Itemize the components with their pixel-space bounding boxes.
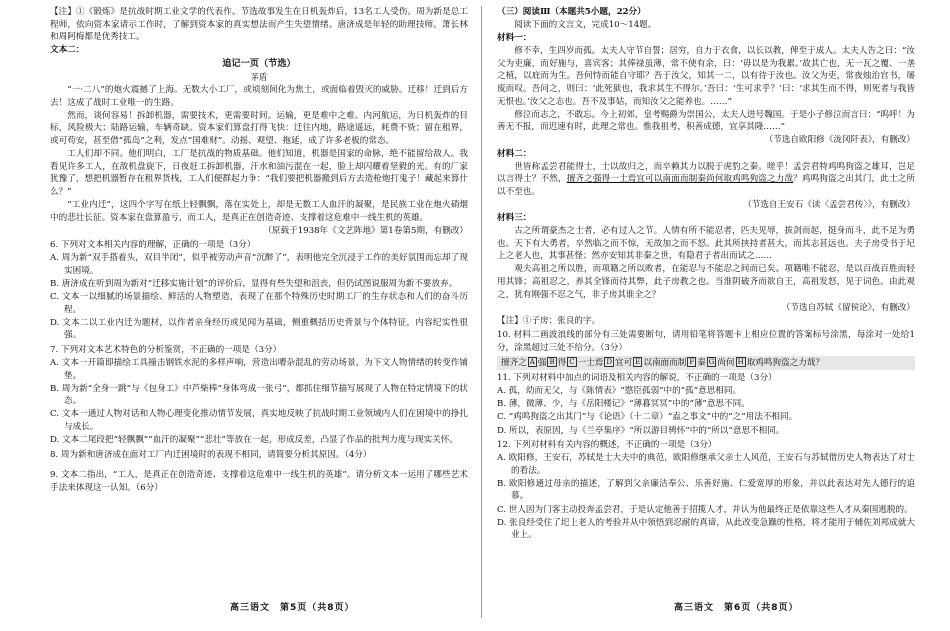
segment-text: 强 (537, 357, 547, 368)
column-divider (481, 6, 482, 618)
sentence-segmentation-line (497, 356, 915, 371)
segment-marker-e[interactable]: E (635, 357, 641, 366)
question-11-option-c: C. “鸡鸣狗盗之出其门”与《论语》（十二章）“盍之事文”中的“之”用法不相同。 (497, 412, 798, 423)
section-title: （三）阅读Ⅲ（本题共5小题，22分） (497, 7, 646, 17)
page-footer-left: 高三语文 第5页（共8页） (230, 603, 355, 613)
annotation-note: 【注】①子房：张良的字。 (497, 315, 601, 326)
question-8-stem: 8. 周为新和唐济成在面对工厂内迁困境时的表现不相同，请简要分析其原因。（4分） (50, 449, 372, 460)
question-7-option-b: B. 周为新“全身一跳”与《包身工》中芦柴棒“身体弯成一张弓”，都抓住细节描写展现了人物在特定情境下的状态。 (50, 383, 468, 407)
material-one-paragraph: 修不幸，生四岁而孤。太夫人守节自誓；居穷，自力于衣食，以长以教，俾至于成人。太夫人告之曰：“汝父为吏廉，而好施与，喜宾客；其俸禄虽薄，常不使有余，曰：‘毋以是为我累。’故其亡也，无一瓦之覆、一垄之植，以庇而为生。吾何恃而能自守耶？吾于汝父，知其一二，以有待于汝也。汝父为吏，常夜烛治官书，屡废而叹。吾问之，则曰：‘此死狱也，我求其生不得尔。’吾曰：‘生可求乎？’曰：‘求其生而不得，则死者与我皆无恨也。’汝父之志也。吾不及事姑，而知汝父之能养也。……” (497, 46, 915, 107)
essay-paragraph: “工业内迁”，这四个字写在纸上轻飘飘，落在实处上，却是无数工人血汗的凝聚，是民族工业在炮火硝烟中的悲壮长征。资本家在盘算盈亏，而工人，是真正在创造奇迹、支撑着这危难中一线生机的英雄。 (50, 199, 468, 223)
question-12-option-d: D. 张良经受住了圯上老人的考验并从中领悟到忍耐的真谛，从此改变急躁的性格，将才能用于辅佐刘邦成就大业上。 (497, 517, 915, 541)
material-three-paragraph: 观夫高祖之所以胜，而项籍之所以败者，在能忍与不能忍之间而已矣。项籍唯不能忍，是以百战百胜而轻用其锋；高祖忍之，养其全锋而待其弊，此子房教之也。当淮阴破齐而欲自王，高祖发怒，见于词色。由此观之，犹有刚强不忍之气，非子房其谁全之？ (497, 264, 915, 300)
segment-marker-h[interactable]: H (737, 357, 744, 366)
material-three-paragraph: 古之所谓豪杰之士者，必有过人之节。人情有所不能忍者，匹夫见辱，拔剑而起，挺身而斗，此不足为勇也。天下有大勇者，卒然临之而不惊，无故加之而不怒。此其所挟持者甚大，而其志甚远也。夫子房受书于圮上之老人也，其事甚怪；然亦安知其非秦之世，有隐君子者出而试之…… (497, 226, 915, 262)
segment-text: 宜可 (615, 357, 633, 368)
question-11-option-a: A. 孤，幼而无父，与《陈情表》“愍臣孤弱”中的“孤”意思相同。 (497, 386, 742, 397)
question-6-option-d: D. 文本二以工业内迁为题材，以作者亲身经历或见闻为基础，侧重概括历史背景与个体特征，内容纪实性很强。 (50, 317, 468, 341)
right-column (497, 6, 915, 542)
material-three-label: 材料三： (497, 213, 532, 223)
segment-marker-g[interactable]: G (708, 357, 715, 366)
segment-marker-d[interactable]: D (606, 357, 613, 366)
material-two-paragraph (497, 161, 915, 199)
material-two-label: 材料二： (497, 148, 532, 159)
essay-title: 追记一页（节选） (222, 57, 296, 69)
question-12-option-c: C. 世人因为门客主动投奔孟尝君，于是认定他善于招揽人才，并认为他最终正是依靠这些人才从秦国逃脱的。 (497, 504, 913, 515)
segment-marker-c[interactable]: C (569, 357, 575, 366)
material-one-paragraph: 修泣而志之，不敢忘。今上初郊，皇考赐爵为崇国公，太夫人进号魏国。于是小子修泣而言曰：“呜呼！为善无不报，而迟速有时，此理之常也。惟我祖考，积善成德，宜享其隆……” (497, 109, 915, 133)
question-11-stem: 11. 下列对材料中加点的词语及相关内容的解说，不正确的一项是（3分） (497, 373, 777, 384)
essay-author: 茅盾 (250, 71, 268, 82)
question-7-option-a: A. 文本一开篇即描绘工具撞击钢铁水泥的多样声响，营造出嘈杂混乱的劳动场景，为下文人物情绪的转变作铺垫。 (50, 358, 468, 381)
segment-marker-a[interactable]: A (529, 357, 535, 366)
material-three-source: （节选自苏轼《留侯论》，有删改） (781, 302, 915, 313)
segment-text: 得 (557, 357, 567, 368)
essay-paragraph: 然而，谈何容易！拆卸机器，需要技术，更需要时间。运输，更是难中之难。内河航运，为日机轰炸的目标，风险极大；陆路运输，车辆奇缺。资本家们算盘打得飞快：迁往内地，路途遥远，耗费不赀；留在租界，或可苟安，甚至借“孤岛”之利，发点“国难财”。动摇、观望、拖延，成了许多老板的常态。 (50, 110, 468, 146)
question-7-option-c: C. 文本一通过人物对话和人物心理变化推动情节发展，真实地反映了抗战时期工业领域内人们在困境中的挣扎与成长。 (50, 409, 469, 432)
page-footer-right: 高三语文 第6页（共8页） (674, 603, 799, 613)
segment-marker-b[interactable]: B (549, 357, 555, 366)
material-two-source: （节选自王安石《读〈孟尝君传〉》，有删改） (743, 199, 915, 210)
question-6-option-b: B. 唐济成在听到周为新对“迁移实施计划”的评价后，显得有些失望和沮丧，但仍试图说服周为新不要放弃。 (50, 278, 458, 289)
question-11-option-b: B. 薄，微薄、少，与《岳阳楼记》“薄暮冥冥”中的“薄”意思不同。 (497, 399, 750, 410)
question-12-stem: 12. 下列对材料有关内容的概述，不正确的一项是（3分） (497, 440, 717, 451)
segment-text: 以南面而制 (643, 357, 687, 368)
question-7-option-d: D. 文本二尾段把“轻飘飘”“血汗的凝聚”“悲壮”等放在一起，形成反差，凸显了作品的批判力度与现实关怀。 (50, 435, 458, 446)
material-two-text: 世皆称孟尝君能得士，士以故归之，而卒赖其力以脱于虎豹之秦。嗟乎！孟尝君特鸡鸣狗盗之雄耳，岂足以言得士？不然， (497, 161, 915, 185)
material-two-text-end: ？鸡鸣狗盗之出其门，此士之所以不至也。 (497, 174, 915, 197)
question-12-option-b: B. 欧阳修通过母亲的描述，了解到父亲廉洁奉公、乐善好施、仁爱宽厚的形象，并以此表达对先人德行的追慕。 (497, 478, 915, 502)
material-one-label: 材料一： (497, 33, 532, 44)
essay-paragraph: 工人们却不同。他们明白，工厂是抗战的物质基础。他们知道，机器是国家的命脉，绝不能留给敌人。我看见许多工人，在敌机盘旋下，日夜赶工拆卸机器，汗水和油污混在一起，脸上却闪耀着坚毅的光。有的厂家犹豫了，想把机器暂存在租界货栈，工人们便群起力争：“我们要把机器搬到后方去造枪炮打鬼子！藏起来算什么？” (50, 149, 468, 197)
question-11-option-d: D. 所以，表原因，与《兰亭集序》“所以游目骋怀”中的“所以”意思不相同。 (497, 425, 785, 436)
segment-marker-f[interactable]: F (689, 357, 695, 366)
segment-text: 擅齐之 (501, 357, 527, 368)
left-column (50, 6, 468, 495)
section-intro: 阅读下面的文言文，完成10～14题。 (514, 20, 657, 31)
essay-source: （原载于1938年《文艺阵地》第1卷第5期，有删改） (263, 225, 468, 236)
text-two-label: 文本二： (50, 45, 85, 56)
question-7-stem: 7. 下列对文本艺术特色的分析鉴赏，不正确的一项是（3分） (50, 344, 282, 355)
segment-text: 尚何 (717, 357, 735, 368)
question-6-option-a: A. 周为新“双手搭着头，双目半闭”，似乎被劳动声音“沉醉了”，表明他完全沉浸于工作的美好氛围而忘却了现实困境。 (50, 253, 468, 276)
note-text-one: 【注】①《锻炼》是抗战时期工业文学的代表作。节选故事发生在日机轰炸后，13名工人受伤。周为新是总工程师，依向资本家请示工作时，了解到资本家的真实想法而产生失望情绪。唐济成是年轻的助理技师。萧长林和周阿梅都是优秀技工。 (50, 7, 468, 43)
wavy-line-sentence: 擅齐之强得一士焉宜可以南面而制秦尚何取鸡鸣狗盗之力哉 (566, 174, 794, 185)
question-9-stem: 9. 文本二指出，“工人，是真正在创造奇迹、支撑着这危难中一线生机的英雄”。请分析文本一运用了哪些艺术手法来体现这一认知。（6分） (50, 470, 468, 493)
segment-text: 一士焉 (577, 357, 604, 368)
material-one-source: （节选自欧阳修《泷冈阡表》，有删改） (764, 135, 915, 146)
segment-text: 秦 (697, 357, 706, 368)
question-6-option-c: C. 文本一以细腻的场景描绘、鲜活的人物塑造，表现了在那个特殊历史时期工厂的生存状态和人们的奋斗历程。 (50, 292, 468, 315)
question-6-stem: 6. 下列对文本相关内容的理解，正确的一项是（3分） (50, 240, 256, 251)
question-12-option-a: A. 欧阳修，王安石，苏轼是士大夫中的典范，欧阳修继承父亲士人风范，王安石与苏轼借历史人物表达了对士的看法。 (497, 453, 915, 476)
essay-paragraph: “一·二八”的炮火震撼了上海。无数大小工厂，或顷刻间化为焦土，或面临着毁灭的威胁。迁移！迁到后方去！这成了战时工业唯一的生路。 (50, 85, 468, 108)
question-10-stem: 10. 材料二画波浪线的部分有三处需要断句，请用铅笔将答题卡上相应位置的答案标号涂黑，每涂对一处给1分，涂黑超过三处不给分。（3分） (497, 330, 915, 353)
segment-text: 取鸡鸣狗盗之力哉？ (746, 357, 825, 368)
